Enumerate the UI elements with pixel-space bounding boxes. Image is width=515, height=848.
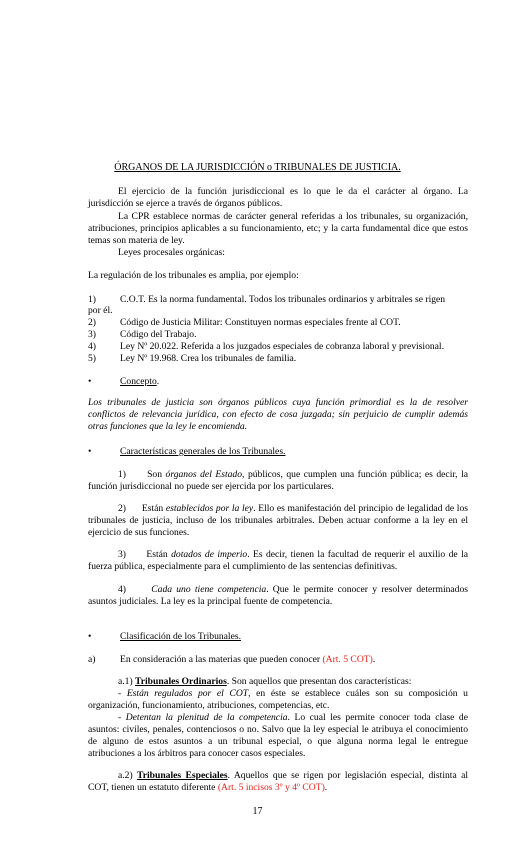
characteristic-number: 2) [118, 503, 126, 514]
concepto-heading-text: Concepto [120, 376, 157, 387]
point-text: . Lo cual les permite conocer toda clase de asuntos: civiles, penales, contenciosos o no. Salvo que la ley especial le atribuya el conocimiento de alguno de estos asuntos a un tribunal especial, o que alguna norma legal le entregue atribuciones a los árbitros para conocer casos especiales. [88, 712, 468, 759]
characteristic-item [88, 584, 468, 608]
ordinary-courts-title: Tribunales Ordinarios [135, 676, 227, 687]
law-number: 3) [88, 329, 96, 340]
law-text: Código de Justicia Militar: Constituyen normas especiales frente al COT. [120, 317, 401, 328]
law-number: 1) [88, 294, 96, 305]
section-heading-concepto [120, 376, 159, 388]
subsection-number: a.2) [118, 770, 138, 781]
characteristic-pre: Son [147, 469, 166, 480]
page-number: 17 [252, 806, 263, 817]
characteristic-item [88, 549, 468, 573]
intro-paragraph-1: El ejercicio de la función jurisdiccional es lo que le da el carácter al órgano. La jurisdicción se ejerce a través de órganos públicos. [88, 186, 468, 209]
classification-a-label: En consideración a las materias que pueden conocer [120, 654, 323, 665]
point-emphasis: - Detentan la plenitud de la competencia [118, 712, 288, 723]
characteristic-emphasis: Cada uno tiene competencia [151, 584, 267, 595]
bullet-marker: • [88, 376, 92, 387]
characteristic-emphasis: establecidos por la ley [165, 503, 254, 514]
bullet-marker: • [88, 446, 92, 457]
characteristic-number: 3) [118, 549, 126, 560]
law-text: C.O.T. Es la norma fundamental. Todos los tribunales ordinarios y arbitrales se rigen [120, 294, 446, 305]
ordinary-courts-text: . Son aquellos que presentan dos características: [226, 676, 412, 687]
characteristic-text: . Ello es manifestación del principio de legalidad de los tribunales de justicia, incluso de los tribunales arbitrales. Deben actuar conforme a la ley en el ejercicio de sus funciones. [88, 503, 469, 538]
characteristic-pre: Están [146, 549, 172, 560]
characteristic-number: 1) [118, 469, 126, 480]
intro-paragraph-2: La CPR establece normas de carácter general referidas a los tribunales, su organización, atribuciones, principios aplicables a su funcionamiento, etc; y la carta fundamental dice que estos temas son materia de ley. [88, 211, 468, 246]
intro-paragraph-4: La regulación de los tribunales es amplia, por ejemplo: [88, 270, 299, 281]
law-text: Ley Nº 19.968. Crea los tribunales de familia. [120, 353, 297, 364]
characteristic-item [88, 503, 468, 539]
article-reference: (Art. 5 incisos 3º y 4º COT) [217, 782, 325, 793]
point-emphasis: - Están regulados por el COT [118, 688, 249, 699]
characteristic-emphasis: órganos del Estado [165, 469, 243, 480]
concepto-heading-dot: . [156, 376, 160, 387]
concepto-definition: Los tribunales de justicia son órganos públicos cuya función primordial es la de resolver conflictos de relevancia jurídica, con efecto de cosa juzgada; sin perjuicio de cumplir además otras funciones que la ley le encomienda. [88, 397, 468, 432]
ordinary-courts-point-2 [88, 712, 468, 760]
characteristic-item [88, 469, 468, 493]
ordinary-courts-paragraph [88, 676, 468, 688]
special-courts-title: Tribunales Especiales [137, 770, 228, 781]
law-text: Código del Trabajo. [120, 329, 197, 340]
special-courts-text: . Aquellos que se rigen por legislación especial, distinta al COT, tienen un estatuto diferente [88, 770, 469, 793]
characteristic-emphasis: dotados de imperio [171, 549, 248, 560]
point-text: , en éste se establece cuáles son su composición u organización, funcionamiento, atribuciones, competencias, etc. [88, 688, 468, 711]
special-courts-end: . [324, 782, 328, 793]
law-text: Ley Nº 20.022. Referida a los juzgados especiales de cobranza laboral y previsional. [120, 341, 444, 352]
characteristic-number: 4) [118, 584, 126, 595]
classification-a-text [120, 654, 375, 666]
article-reference: (Art. 5 COT) [322, 654, 373, 665]
characteristic-text: . Es decir, tienen la facultad de requerir el auxilio de la fuerza pública, especialmente para el cumplimiento de las sentencias definitivas. [88, 549, 468, 572]
section-heading-caracteristicas: Características generales de los Tribunales. [120, 446, 286, 457]
special-courts-paragraph [88, 770, 468, 794]
characteristic-pre: Están [141, 503, 166, 514]
ordinary-courts-point-1 [88, 688, 468, 712]
subsection-number: a.1) [118, 676, 136, 687]
bullet-marker: • [88, 631, 92, 642]
page-title: ÓRGANOS DE LA JURISDICCIÓN o TRIBUNALES DE JUSTICIA. [114, 162, 401, 173]
law-number: 5) [88, 353, 96, 364]
characteristic-text: , públicos, que cumplen una función pública; es decir, la función jurisdiccional no puede ser ejercida por los particulares. [88, 469, 469, 492]
law-number: 2) [88, 317, 96, 328]
section-heading-clasificacion: Clasificación de los Tribunales. [120, 631, 241, 642]
intro-paragraph-3: Leyes procesales orgánicas: [118, 247, 225, 258]
law-number: 4) [88, 341, 96, 352]
classification-a-end: . [372, 654, 376, 665]
classification-a-number: a) [88, 654, 96, 665]
law-text-continuation: por él. [88, 305, 113, 316]
characteristic-text: . Que le permite conocer y resolver determinados asuntos judiciales. La ley es la principal fuente de competencia. [88, 584, 469, 607]
